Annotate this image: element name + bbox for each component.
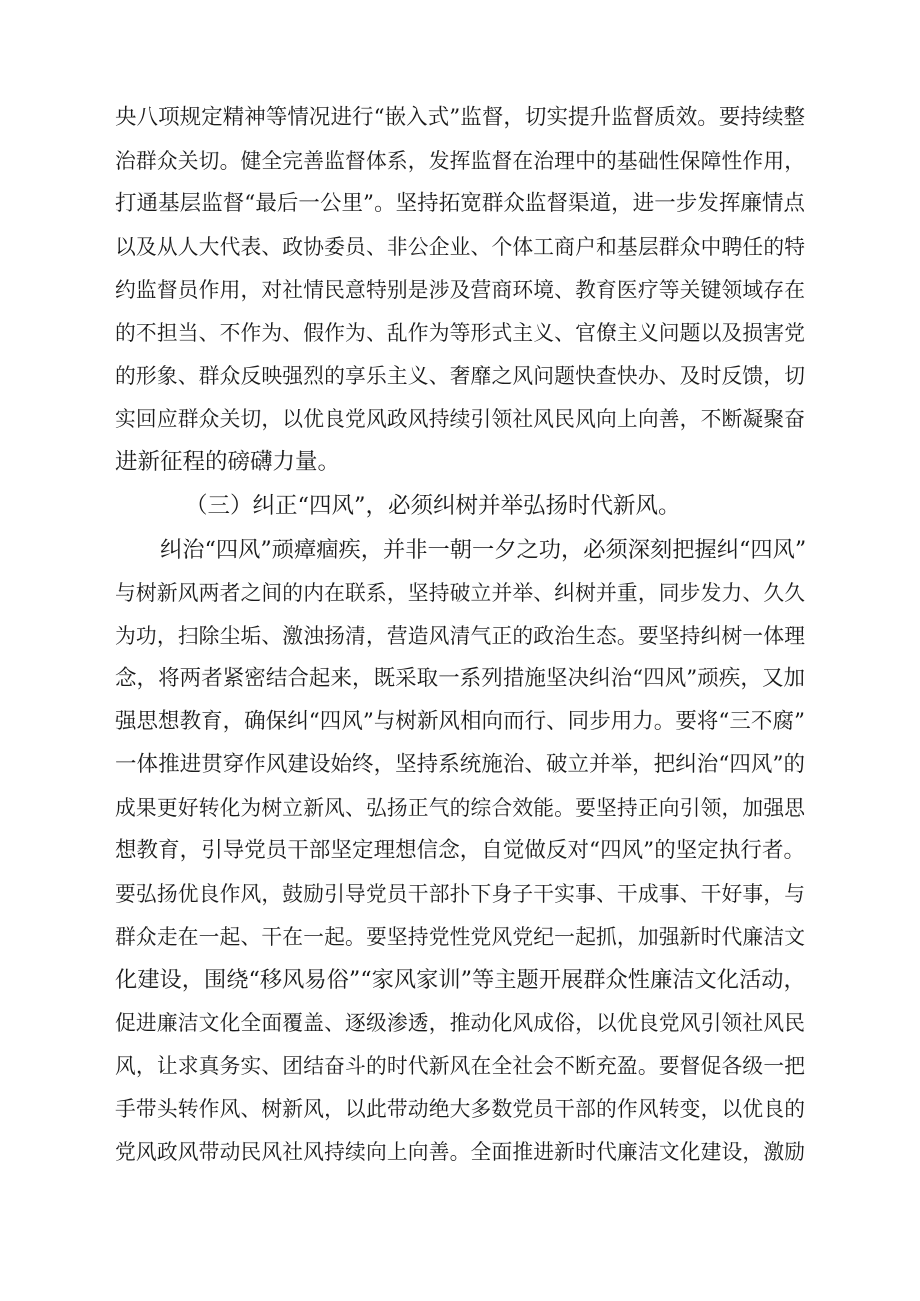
- paragraph-line: 治群众关切。健全完善监督体系，发挥监督在治理中的基础性保障性作用，: [115, 149, 805, 173]
- paragraph-line: 强思想教育，确保纠“四风”与树新风相向而行、同步用力。要将“三不腐”: [115, 709, 805, 734]
- paragraph-line: 党风政风带动民风社风持续向上向善。全面推进新时代廉洁文化建设，激励: [115, 1140, 805, 1164]
- paragraph-line: 要弘扬优良作风，鼓励引导党员干部扑下身子干实事、干成事、干好事，与: [115, 882, 805, 906]
- paragraph-line: 纠治“四风”顽瘴痼疾，并非一朝一夕之功，必须深刻把握纠“四风”: [160, 537, 807, 563]
- paragraph-line: 约监督员作用，对社情民意特别是涉及营商环境、教育医疗等关键领域存在: [115, 278, 805, 302]
- paragraph-line: 想教育，引导党员干部坚定理想信念，自觉做反对“四风”的坚定执行者。: [115, 838, 805, 863]
- paragraph-line: 念，将两者紧密结合起来，既采取一系列措施坚决纠治“四风”顽疾，又加: [115, 666, 805, 691]
- paragraph-line: 打通基层监督“最后一公里”。坚持拓宽群众监督渠道，进一步发挥廉情点: [115, 191, 805, 216]
- paragraph-line: 以及从人大代表、政协委员、非公企业、个体工商户和基层群众中聘任的特: [115, 235, 805, 259]
- section-heading: （三）纠正“四风”，必须纠树并举弘扬时代新风。: [185, 493, 681, 519]
- paragraph-line: 手带头转作风、树新风，以此带动绝大多数党员干部的作风转变，以优良的: [115, 1097, 805, 1121]
- paragraph-line: 央八项规定精神等情况进行“嵌入式”监督，切实提升监督质效。要持续整: [115, 105, 805, 130]
- paragraph-line: 与树新风两者之间的内在联系，坚持破立并举、纠树并重，同步发力、久久: [115, 581, 805, 605]
- paragraph-line: 的不担当、不作为、假作为、乱作为等形式主义、官僚主义问题以及损害党: [115, 321, 805, 345]
- paragraph-line: 风，让求真务实、团结奋斗的时代新风在全社会不断充盈。要督促各级一把: [115, 1054, 805, 1078]
- paragraph-line: 实回应群众关切，以优良党风政风持续引领社风民风向上向善，不断凝聚奋: [115, 407, 805, 431]
- paragraph-line: 促进廉洁文化全面覆盖、逐级渗透，推动化风成俗，以优良党风引领社风民: [115, 1011, 805, 1035]
- paragraph-line: 的形象、群众反映强烈的享乐主义、奢靡之风问题快查快办、及时反馈，切: [115, 364, 805, 388]
- paragraph-line: 进新征程的磅礴力量。: [115, 449, 341, 475]
- paragraph-line: 群众走在一起、干在一起。要坚持党性党风党纪一起抓，加强新时代廉洁文: [115, 925, 805, 949]
- paragraph-line: 一体推进贯穿作风建设始终，坚持系统施治、破立并举，把纠治“四风”的: [115, 752, 805, 777]
- paragraph-line: 化建设，围绕“移风易俗”“家风家训”等主题开展群众性廉洁文化活动，: [115, 967, 806, 993]
- paragraph-line: 成果更好转化为树立新风、弘扬正气的综合效能。要坚持正向引领，加强思: [115, 796, 805, 820]
- paragraph-line: 为功，扫除尘垢、激浊扬清，营造风清气正的政治生态。要坚持纠树一体理: [115, 624, 805, 648]
